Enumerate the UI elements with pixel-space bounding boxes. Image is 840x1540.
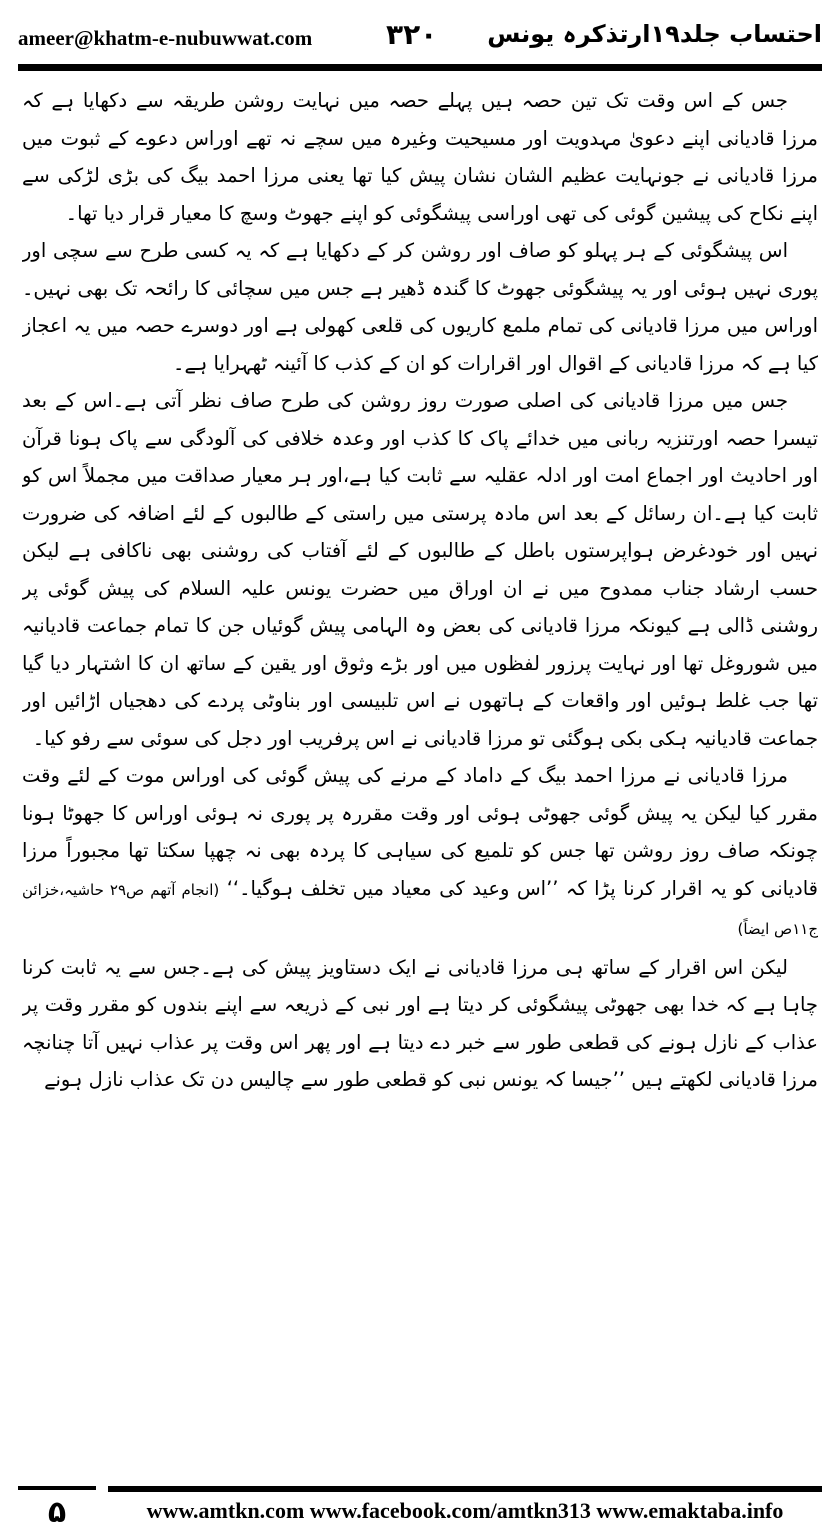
footer-page-number: ۵ — [18, 1486, 96, 1534]
header-divider — [18, 64, 822, 71]
page-footer — [18, 1486, 822, 1530]
paragraph-3: جس میں مرزا قادیانی کی اصلی صورت روز روشن کی طرح صاف نظر آتی ہے۔اس کے بعد تیسرا حصہ اورتنزیہ ربانی میں خدائے پاک کا کذب اور وعدہ خلافی کی آلودگی سے پاک ہونا قرآن اور احادیث اور اجماع امت اور ادلہ عقلیہ سے ثابت کیا ہے،اور ہر معیار صداقت میں مجملاً اس کو ثابت کیا ہے۔ان رسائل کے بعد اس مادہ پرستی میں راستی کے طالبوں کے لئے اضافہ کی ضرورت نہیں اور خودغرض ہواپرستوں باطل کے طالبوں کے لئے آفتاب کی روشنی بھی ناکافی ہے لیکن حسب ارشاد جناب ممدوح میں نے ان اوراق میں حضرت یونس علیہ السلام کی پیش گوئی پر روشنی ڈالی ہے کیونکہ مرزا قادیانی کی بعض وہ الہامی پیش گوئیاں جن کا تمام جماعت قادیانیہ میں شوروغل تھا اور نہایت پرزور لفظوں میں اور بڑے وثوق اور یقین کے ساتھ ان کا اشتہار دیا گیا تھا جب غلط ہوئیں اور واقعات کے ہاتھوں نے اس تلبیسی اور بناوٹی پردے کی دھجیاں اڑائیں اور جماعت قادیانیہ ہکی بکی ہوگئی تو مرزا قادیانی نے اس پرفریب اور دجل کی سوئی سے رفو کیا۔ — [22, 389, 818, 750]
footer-links[interactable]: www.amtkn.com www.facebook.com/amtkn313 www.emaktaba.info — [108, 1486, 822, 1530]
paragraph-2: اس پیشگوئی کے ہر پہلو کو صاف اور روشن کر کے دکھایا ہے کہ یہ کسی طرح سے سچی اور پوری نہیں ہوئی اور یہ پیشگوئی جھوٹ کا گندہ ڈھیر ہے جس میں سچائی کا رائحہ تک بھی نہیں۔اوراس میں مرزا قادیانی کی تمام ملمع کاریوں کی قلعی کھولی ہے اور دوسرے حصہ میں یہ اعجاز کیا ہے کہ مرزا قادیانی کے اقوال اور اقرارات کو ان کے کذب کا آئینہ ٹھہرایا ہے۔ — [22, 239, 818, 375]
header-book-title: احتساب جلد۱۹ارتذکرہ یونس — [487, 20, 822, 48]
header-email: ameer@khatm-e-nubuwwat.com — [18, 26, 313, 50]
paragraph-4 — [22, 757, 818, 949]
page-header — [18, 14, 822, 64]
citation: (انجام آتھم ص۲۹ حاشیہ،خزائن ج۱۱ص ایضاً) — [22, 880, 818, 938]
paragraph-4-text: مرزا قادیانی نے مرزا احمد بیگ کے داماد کے مرنے کی پیش گوئی کی اوراس موت کے لئے وقت مقرر کیا لیکن یہ پیش گوئی جھوٹی ہوئی اور وقت مقررہ پر پوری نہ ہوئی اوراس کا جھوٹا ہونا چونکہ صاف روز روشن تھا جس کو تلمیع کی سیاہی کا پردہ بھی نہ چھپا سکتا تھا مجبوراً مرزا قادیانی کو یہ اقرار کرنا پڑا کہ ’’اس وعید کی معیاد میں تخلف ہوگیا۔‘‘ — [22, 764, 818, 900]
paragraph-1: جس کے اس وقت تک تین حصہ ہیں پہلے حصہ میں نہایت روشن طریقہ سے دکھایا ہے کہ مرزا قادیانی اپنے دعویٰ مہدویت اور مسیحیت وغیرہ میں سچے نہ تھے اوراس دعوے کے ثبوت میں مرزا قادیانی نے جونہایت عظیم الشان نشان پیش کیا تھا یعنی مرزا احمد بیگ کی بڑی لڑکی سے اپنے نکاح کی پیشین گوئی کی تھی اوراسی پیشگوئی کو اپنے جھوٹ وسچ کا معیار قرار دیا تھا۔ — [22, 89, 818, 225]
paragraph-5: لیکن اس اقرار کے ساتھ ہی مرزا قادیانی نے ایک دستاویز پیش کی ہے۔جس سے یہ ثابت کرنا چاہا ہے کہ خدا بھی جھوٹی پیشگوئی کر دیتا ہے اور نبی کے ذریعہ سے اپنے بندوں کو مقرر وقت پر عذاب کے نازل ہونے کی قطعی طور سے خبر دے دیتا ہے اور پھر اس وقت پر عذاب نہیں آتا چنانچہ مرزا قادیانی لکھتے ہیں ’’جیسا کہ یونس نبی کو قطعی طور سے چالیس دن تک عذاب نازل ہونے — [22, 955, 818, 1091]
header-page-number: ۳۲۰ — [386, 18, 438, 51]
body-text — [22, 82, 818, 1452]
